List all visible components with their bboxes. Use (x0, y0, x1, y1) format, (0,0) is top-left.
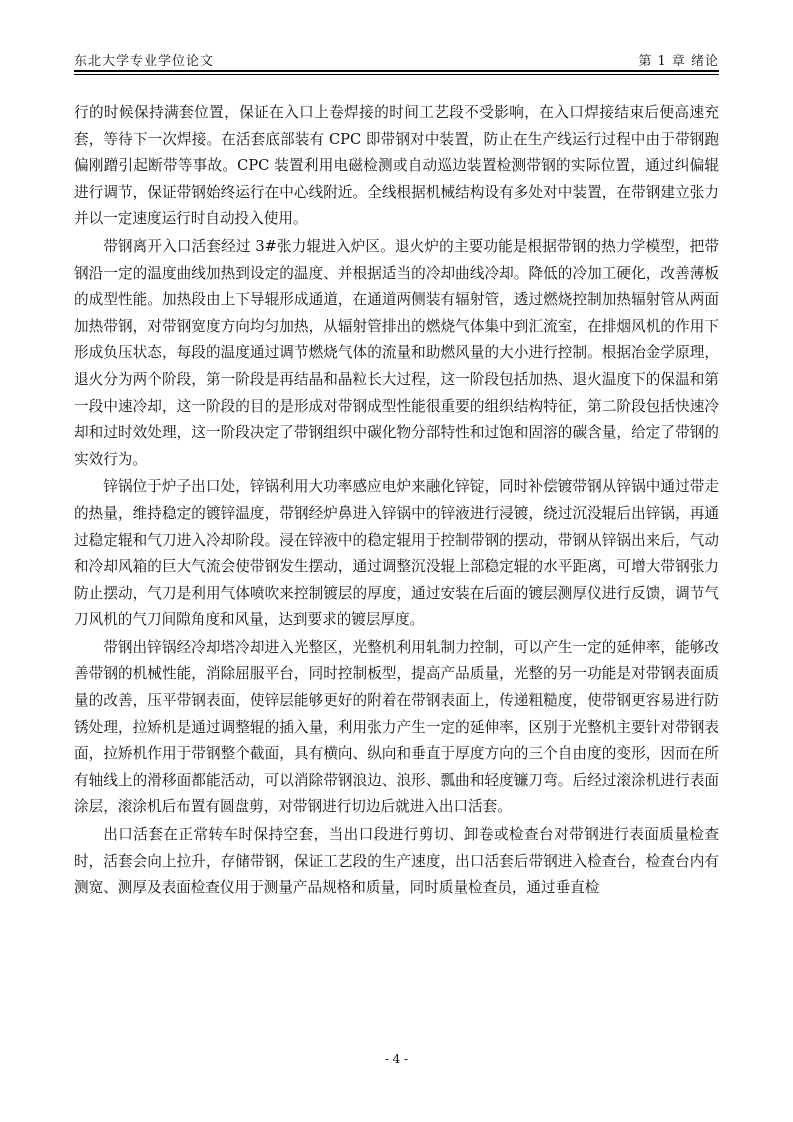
paragraph-skin-pass: 带钢出锌锅经冷却塔冷却进入光整区，光整机利用轧制力控制，可以产生一定的延伸率，能够改善带钢的机械性能，消除屈服平台，同时控制板型，提高产品质量，光整的另一功能是对带钢表面质量的改善，压平带钢表面，使锌层能够更好的附着在带钢表面上，传递粗糙度，使带钢更容易进行防锈处理，拉矫机是通过调整辊的插入量，利用张力产生一定的延伸率，区别于光整机主要针对带钢表面，拉矫机作用于带钢整个截面，具有横向、纵向和垂直于厚度方向的三个自由度的变形，因而在所有轴线上的滑移面都能活动，可以消除带钢浪边、浪形、瓢曲和轻度镰刀弯。后经过滚涂机进行表面涂层，滚涂机后布置有圆盘剪，对带钢进行切边后就进入出口活套。 (74, 638, 719, 816)
header-chapter-title: 第 1 章 绪论 (638, 54, 719, 69)
paragraph-exit-looper: 出口活套在正常转车时保持空套，当出口段进行剪切、卸卷或检查台对带钢进行表面质量检查时，活套会向上拉升，存储带钢，保证工艺段的生产速度，出口活套后带钢进入检查台，检查台内有测宽、测厚及表面检查仪用于测量产品规格和质量，同时质量检查员，通过垂直检 (74, 826, 719, 897)
page-number: - 4 - (384, 1052, 409, 1066)
paragraph-zinc-pot: 锌锅位于炉子出口处，锌锅利用大功率感应电炉来融化锌锭，同时补偿镀带钢从锌锅中通过带走的热量，维持稳定的镀锌温度，带钢经炉鼻进入锌锅中的锌液进行浸镀，绕过沉没辊后出锌锅，再通过稳定辊和气刀进入冷却阶段。浸在锌液中的稳定辊用于控制带钢的摆动，带钢从锌锅出来后，气动和冷却风箱的巨大气流会使带钢发生摆动，通过调整沉没辊上部稳定辊的水平距离，可增大带钢张力防止摆动，气刀是利用气体喷吹来控制镀层的厚度，通过安装在后面的镀层测厚仪进行反馈，调节气刀风机的气刀间隙角度和风量，达到要求的镀层厚度。 (74, 478, 719, 629)
header-university-title: 东北大学专业学位论文 (74, 54, 215, 69)
paragraph-annealing-furnace: 带钢离开入口活套经过 3#张力辊进入炉区。退火炉的主要功能是根据带钢的热力学模型，把带钢沿一定的温度曲线加热到设定的温度、并根据适当的冷却曲线冷却。降低的冷加工硬化，改善薄板的成型性能。加热段由上下导辊形成通道，在通道两侧装有辐射管，透过燃烧控制加热辐射管从两面加热带钢，对带钢宽度方向均匀加热，从辐射管排出的燃烧气体集中到汇流室，在排烟风机的作用下形成负压状态，每段的温度通过调节燃烧气体的流量和助燃风量的大小进行控制。根据冶金学原理，退火分为两个阶段，第一阶段是再结晶和晶粒长大过程，这一阶段包括加热、退火温度下的保温和第一段中速冷却，这一阶段的目的是形成对带钢成型性能很重要的组织结构特征，第二阶段包括快速冷却和过时效处理，这一阶段决定了带钢组织中碳化物分部特性和过饱和固溶的碳含量，给定了带钢的实效行为。 (74, 237, 719, 468)
header-rule-thin (74, 74, 719, 75)
running-header (74, 50, 719, 68)
paragraph-continued: 行的时候保持满套位置，保证在入口上卷焊接的时间工艺段不受影响，在入口焊接结束后便高速充套，等待下一次焊接。在活套底部装有 CPC 即带钢对中装置，防止在生产线运行过程中由于带钢跑偏刚蹭引起断带等事故。CPC 装置利用电磁检测或自动巡边装置检测带钢的实际位置，通过纠偏辊进行调节，保证带钢始终运行在中心线附近。全线根据机械结构设有多处对中装置，在带钢建立张力并以一定速度运行时自动投入使用。 (74, 104, 719, 228)
body-text (74, 100, 719, 902)
header-rule-thick (74, 70, 719, 72)
